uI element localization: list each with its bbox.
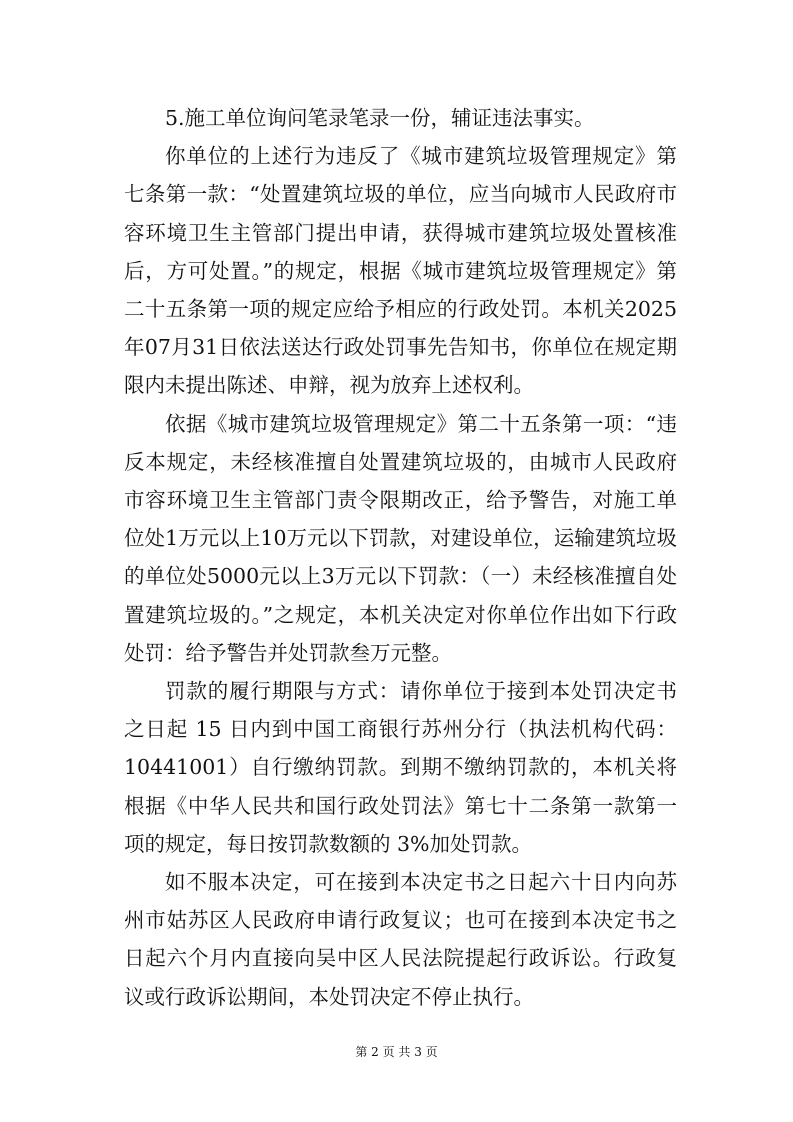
paragraph-violation: 你单位的上述行为违反了《城市建筑垃圾管理规定》第七条第一款：“处置建筑垃圾的单位，应当向城市人民政府市容环境卫生主管部门提出申请，获得城市建筑垃圾处置核准后，方可处置。”的规定，根据《城市建筑垃圾管理规定》第二十五条第一项的规定应给予相应的行政处罚。本机关2025年07月31日依法送达行政处罚事先告知书，你单位在规定期限内未提出陈述、申辩，视为放弃上述权利。 (124, 144, 677, 398)
paragraph-evidence-item-5: 5.施工单位询问笔录笔录一份，辅证违法事实。 (165, 106, 595, 130)
paragraph-legal-basis: 依据《城市建筑垃圾管理规定》第二十五条第一项：“违反本规定，未经核准擅自处置建筑垃圾的，由城市人民政府市容环境卫生主管部门责令限期改正，给予警告，对施工单位处1万元以上10万元以下罚款，对建设单位，运输建筑垃圾的单位处5000元以上3万元以下罚款：（一）未经核准擅自处置建筑垃圾的。”之规定，本机关决定对你单位作出如下行政处罚：给予警告并处罚款叁万元整。 (124, 411, 677, 665)
paragraph-payment-terms: 罚款的履行期限与方式：请你单位于接到本处罚决定书之日起 15 日内到中国工商银行苏州分行（执法机构代码：10441001）自行缴纳罚款。到期不缴纳罚款的，本机关将根据《中华人民共和国行政处罚法》第七十二条第一款第一项的规定，每日按罚款数额的 3%加处罚款。 (124, 679, 677, 856)
page-number-footer: 第 2 页 共 3 页 (355, 1045, 438, 1059)
paragraph-appeal-rights: 如不服本决定，可在接到本决定书之日起六十日内向苏州市姑苏区人民政府申请行政复议；也可在接到本决定书之日起六个月内直接向吴中区人民法院提起行政诉讼。行政复议或行政诉讼期间，本处罚决定不停止执行。 (124, 870, 677, 1009)
document-body (124, 99, 677, 1016)
